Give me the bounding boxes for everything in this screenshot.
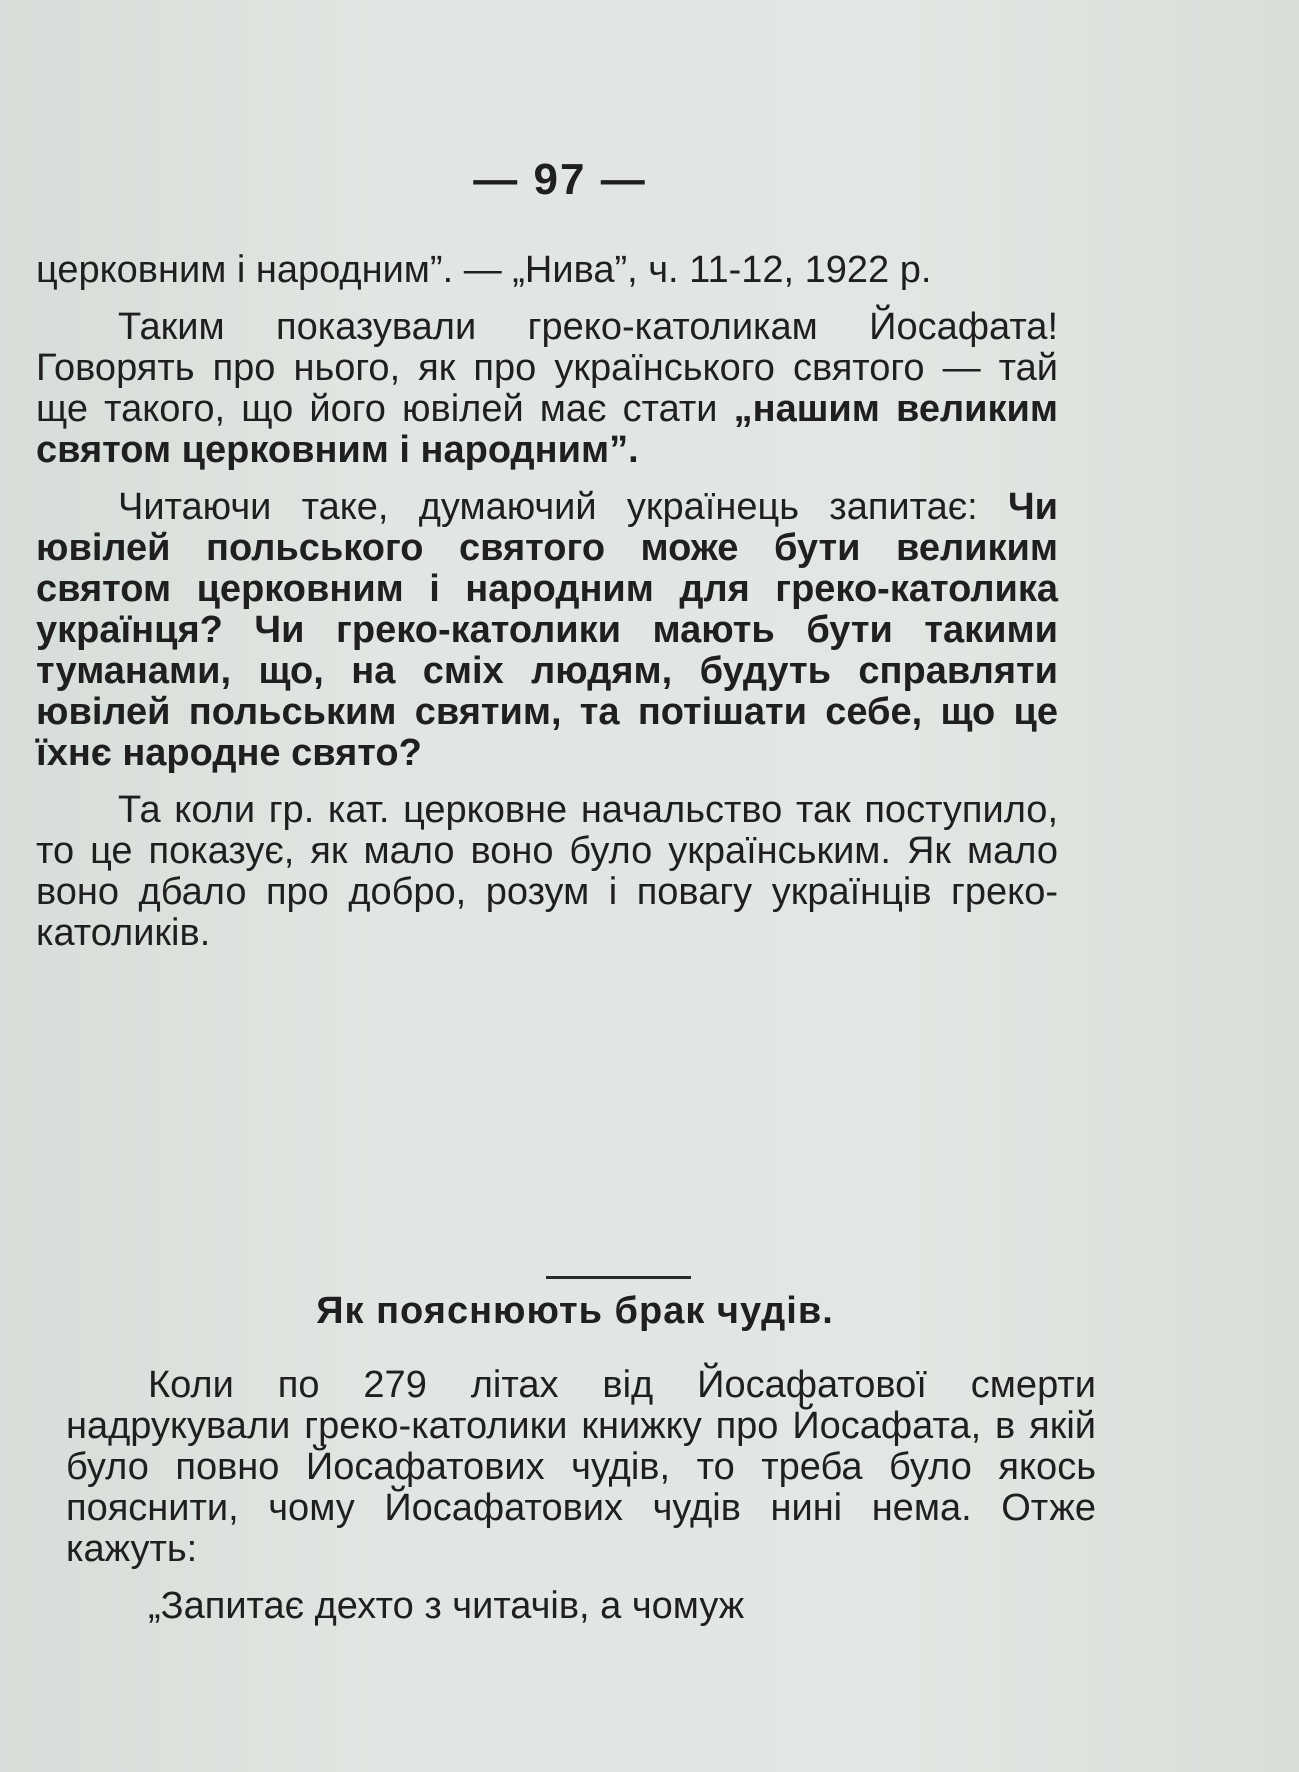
- text-run: Таким показували греко-католикам Йосафата! Говорять про нього, як про українського святого — тай ще такого, що його ювілей має стати: [36, 306, 1058, 430]
- page-number: — 97 —: [473, 155, 647, 204]
- paragraph: [36, 307, 1058, 471]
- paragraph: [36, 250, 1058, 291]
- section-divider: [546, 1276, 691, 1279]
- bold-text-run: Чи ювілей польського святого може бути великим святом церковним і народним для греко-католика українця? Чи греко-католики мають бути такими туманами, що, на сміх людям, будуть справляти ювілей польським святим, та потішати себе, що це їхнє народне свято?: [36, 486, 1058, 774]
- bold-text-run: „нашим великим святом церковним і народним”.: [36, 388, 1058, 471]
- section-heading: Як пояснюють брак чудів.: [316, 1290, 834, 1332]
- text-run: Та коли гр. кат. церковне начальство так поступило, то це показує, як мало воно було українським. Як мало воно дбало про добро, розум і повагу українців греко-католиків.: [36, 789, 1058, 954]
- text-run: Читаючи таке, думаючий українець запитає:: [118, 486, 1008, 528]
- text-run: Коли по 279 літах від Йосафатової смерти надрукували греко-католики книжку про Йосафата, в якій було повно Йосафатових чудів, то треба було якось пояснити, чому Йосафатових чудів нині нема. Отже кажуть:: [66, 1364, 1096, 1570]
- body-text-top: [36, 250, 1058, 970]
- paragraph: [66, 1365, 1096, 1570]
- paragraph: [66, 1586, 1096, 1627]
- text-run: церковним і народним”. — „Нива”, ч. 11-12, 1922 р.: [36, 249, 932, 291]
- body-text-bottom: [66, 1365, 1096, 1643]
- paragraph: [36, 790, 1058, 954]
- text-run: „Запитає дехто з читачів, а чомуж: [148, 1585, 745, 1627]
- paragraph: [36, 487, 1058, 774]
